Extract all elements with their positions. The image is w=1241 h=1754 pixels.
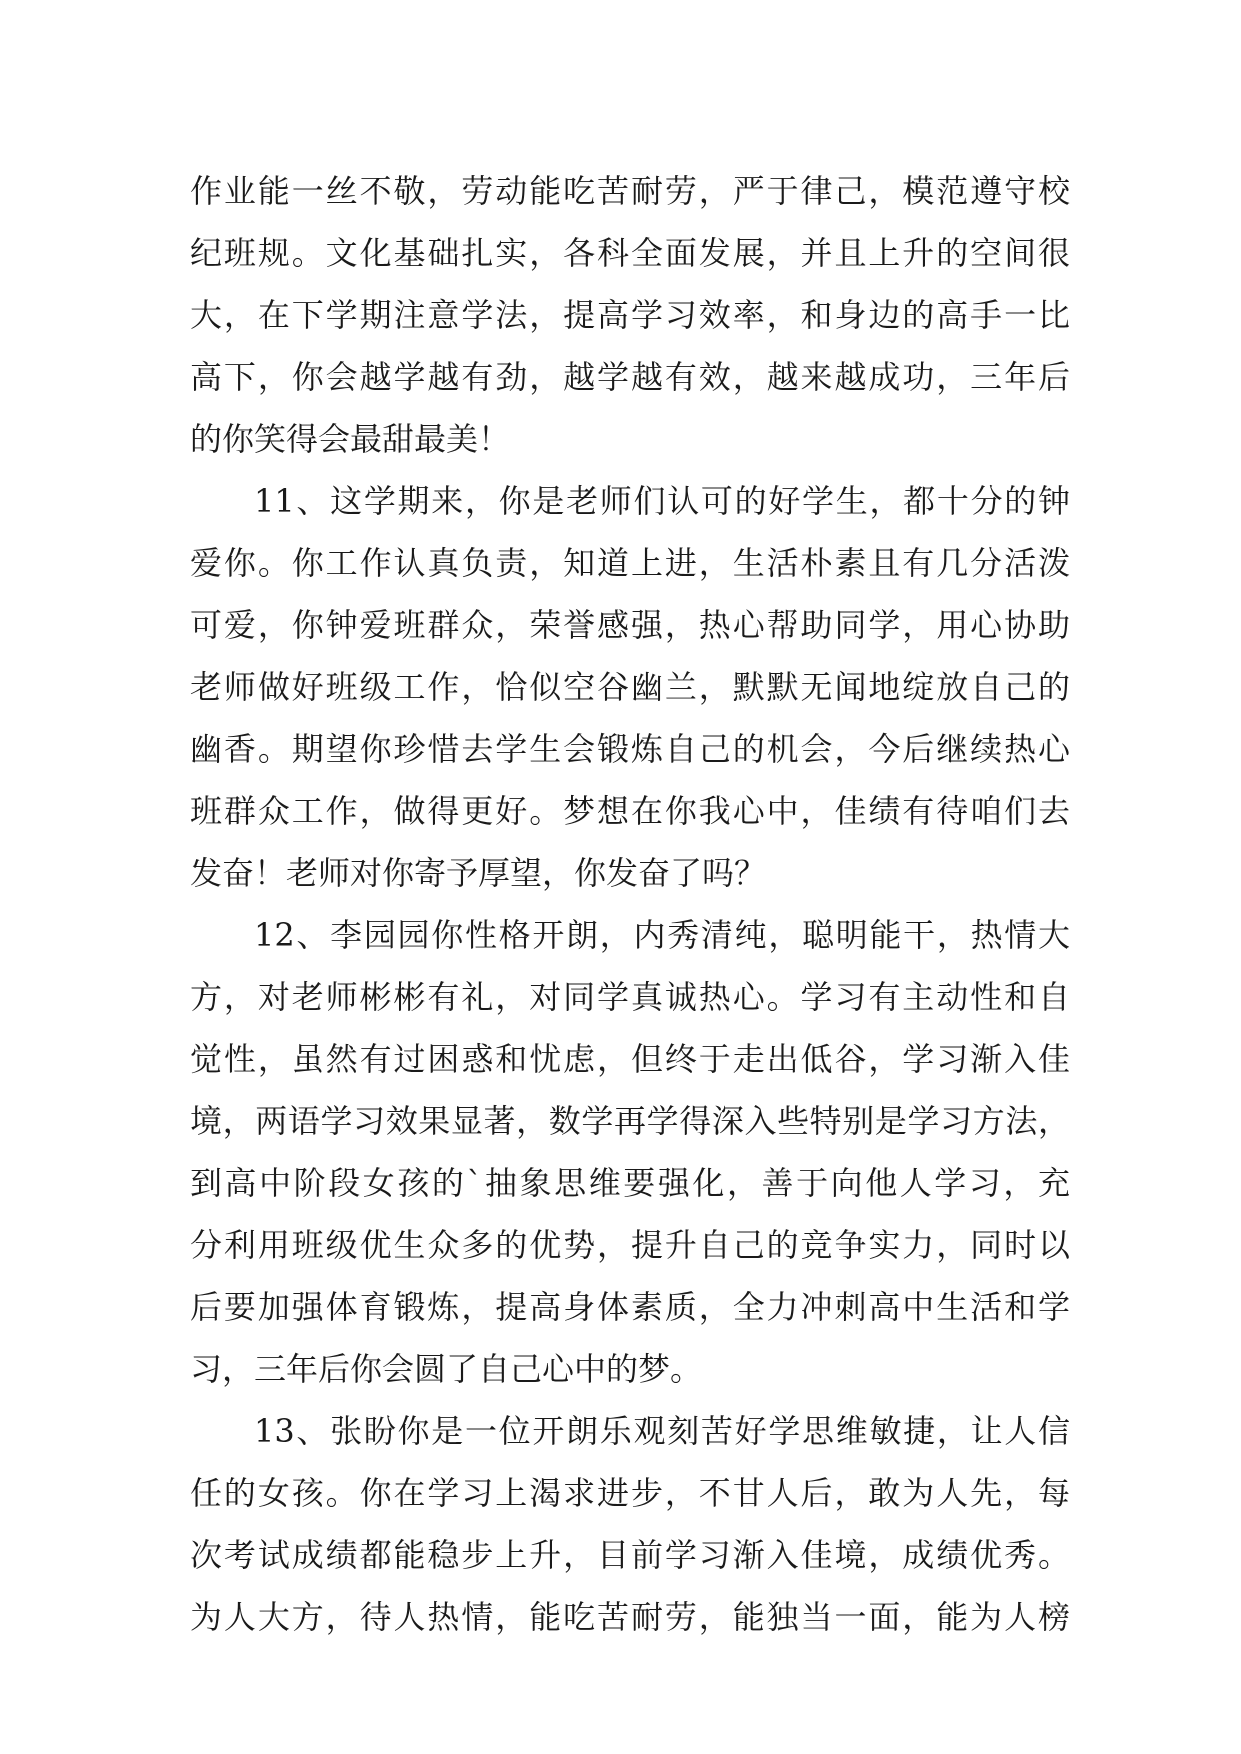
text-line: 13、张盼你是一位开朗乐观刻苦好学思维敏捷，让人信 <box>254 1412 1070 1450</box>
text-line: 任的女孩。你在学习上渴求进步，不甘人后，敢为人先，每 <box>190 1474 1070 1512</box>
text-line: 方，对老师彬彬有礼，对同学真诚热心。学习有主动性和自 <box>190 978 1070 1016</box>
paragraph <box>190 160 1070 470</box>
text-line: 幽香。期望你珍惜去学生会锻炼自己的机会，今后继续热心 <box>190 730 1070 768</box>
text-line: 到高中阶段女孩的`抽象思维要强化，善于向他人学习，充 <box>190 1164 1070 1202</box>
text-line: 的你笑得会最甜最美！ <box>190 420 511 458</box>
text-line: 班群众工作，做得更好。梦想在你我心中，佳绩有待咱们去 <box>190 792 1070 830</box>
text-line: 觉性，虽然有过困惑和忧虑，但终于走出低谷，学习渐入佳 <box>190 1040 1070 1078</box>
text-line: 境，两语学习效果显著，数学再学得深入些特别是学习方法， <box>190 1102 1070 1140</box>
text-line: 爱你。你工作认真负责，知道上进，生活朴素且有几分活泼 <box>190 544 1070 582</box>
text-line: 纪班规。文化基础扎实，各科全面发展，并且上升的空间很 <box>190 234 1070 272</box>
text-line: 大，在下学期注意学法，提高学习效率，和身边的高手一比 <box>190 296 1070 334</box>
body-text <box>190 160 1070 1648</box>
text-line: 为人大方，待人热情，能吃苦耐劳，能独当一面，能为人榜 <box>190 1598 1070 1636</box>
paragraph <box>190 904 1070 1400</box>
paragraph <box>190 1400 1070 1648</box>
text-line: 作业能一丝不敬，劳动能吃苦耐劳，严于律己，模范遵守校 <box>190 172 1070 210</box>
text-line: 发奋！老师对你寄予厚望，你发奋了吗？ <box>190 854 767 892</box>
paragraph <box>190 470 1070 904</box>
text-line: 11、这学期来，你是老师们认可的好学生，都十分的钟 <box>254 482 1070 520</box>
text-line: 12、李园园你性格开朗，内秀清纯，聪明能干，热情大 <box>254 916 1070 954</box>
text-line: 可爱，你钟爱班群众，荣誉感强，热心帮助同学，用心协助 <box>190 606 1070 644</box>
text-line: 分利用班级优生众多的优势，提升自己的竞争实力，同时以 <box>190 1226 1070 1264</box>
text-line: 老师做好班级工作，恰似空谷幽兰，默默无闻地绽放自己的 <box>190 668 1070 706</box>
text-line: 后要加强体育锻炼，提高身体素质，全力冲刺高中生活和学 <box>190 1288 1070 1326</box>
text-line: 习，三年后你会圆了自己心中的梦。 <box>190 1350 703 1388</box>
text-line: 高下，你会越学越有劲，越学越有效，越来越成功，三年后 <box>190 358 1070 396</box>
text-line: 次考试成绩都能稳步上升，目前学习渐入佳境，成绩优秀。 <box>190 1536 1070 1574</box>
